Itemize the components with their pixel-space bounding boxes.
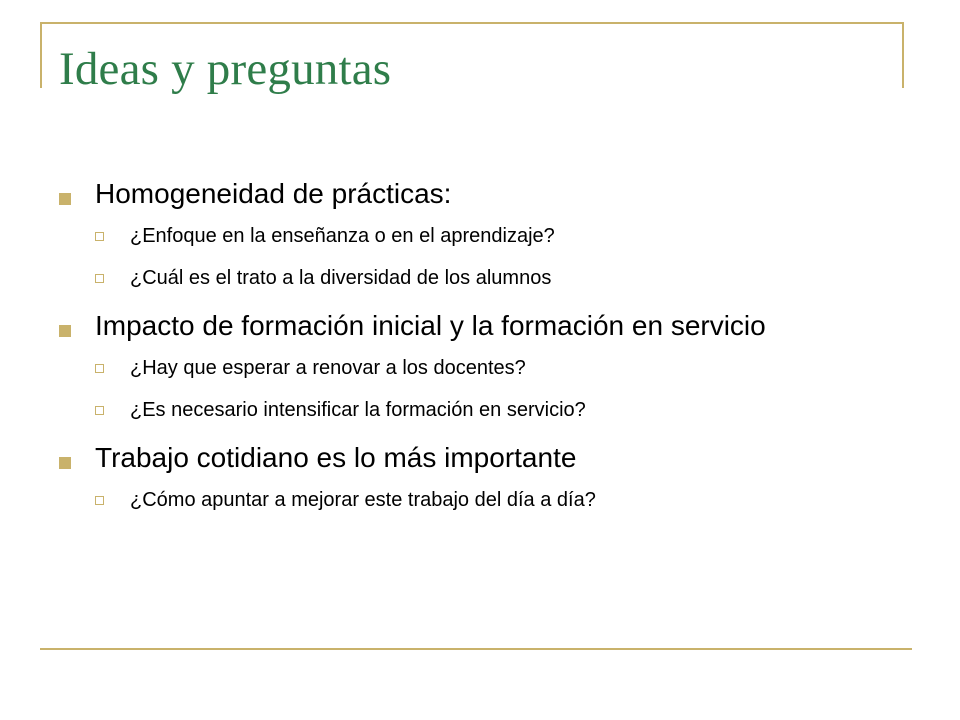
hollow-square-bullet-icon	[95, 496, 104, 505]
bottom-border-line	[40, 648, 912, 650]
filled-square-bullet-icon	[59, 325, 71, 337]
slide-content	[59, 176, 859, 512]
filled-square-bullet-icon	[59, 457, 71, 469]
sub-bullet-enfoque	[59, 224, 859, 248]
filled-square-bullet-icon	[59, 193, 71, 205]
hollow-square-bullet-icon	[95, 274, 104, 283]
bullet-impacto	[59, 308, 859, 344]
top-border-line	[40, 22, 904, 24]
bullet-text: Impacto de formación inicial y la formación en servicio	[95, 310, 766, 341]
bullet-trabajo-cotidiano	[59, 440, 859, 476]
sub-bullet-intensificar	[59, 398, 859, 422]
hollow-square-bullet-icon	[95, 232, 104, 241]
sub-bullet-text: ¿Cómo apuntar a mejorar este trabajo del día a día?	[130, 489, 596, 511]
bullet-text: Trabajo cotidiano es lo más importante	[95, 442, 577, 473]
slide-title: Ideas y preguntas	[59, 43, 392, 95]
sub-bullet-text: ¿Cuál es el trato a la diversidad de los alumnos	[130, 267, 552, 289]
sub-bullet-text: ¿Enfoque en la enseñanza o en el aprendizaje?	[130, 225, 555, 247]
hollow-square-bullet-icon	[95, 364, 104, 373]
sub-bullet-diversidad	[59, 266, 859, 290]
hollow-square-bullet-icon	[95, 406, 104, 415]
left-border-line	[40, 22, 42, 88]
sub-bullet-renovar	[59, 356, 859, 380]
right-border-line	[902, 22, 904, 88]
sub-bullet-text: ¿Es necesario intensificar la formación en servicio?	[130, 399, 586, 421]
sub-bullet-mejorar	[59, 488, 859, 512]
bullet-text: Homogeneidad de prácticas:	[95, 178, 452, 209]
sub-bullet-text: ¿Hay que esperar a renovar a los docentes?	[130, 357, 526, 379]
bullet-homogeneidad	[59, 176, 859, 212]
